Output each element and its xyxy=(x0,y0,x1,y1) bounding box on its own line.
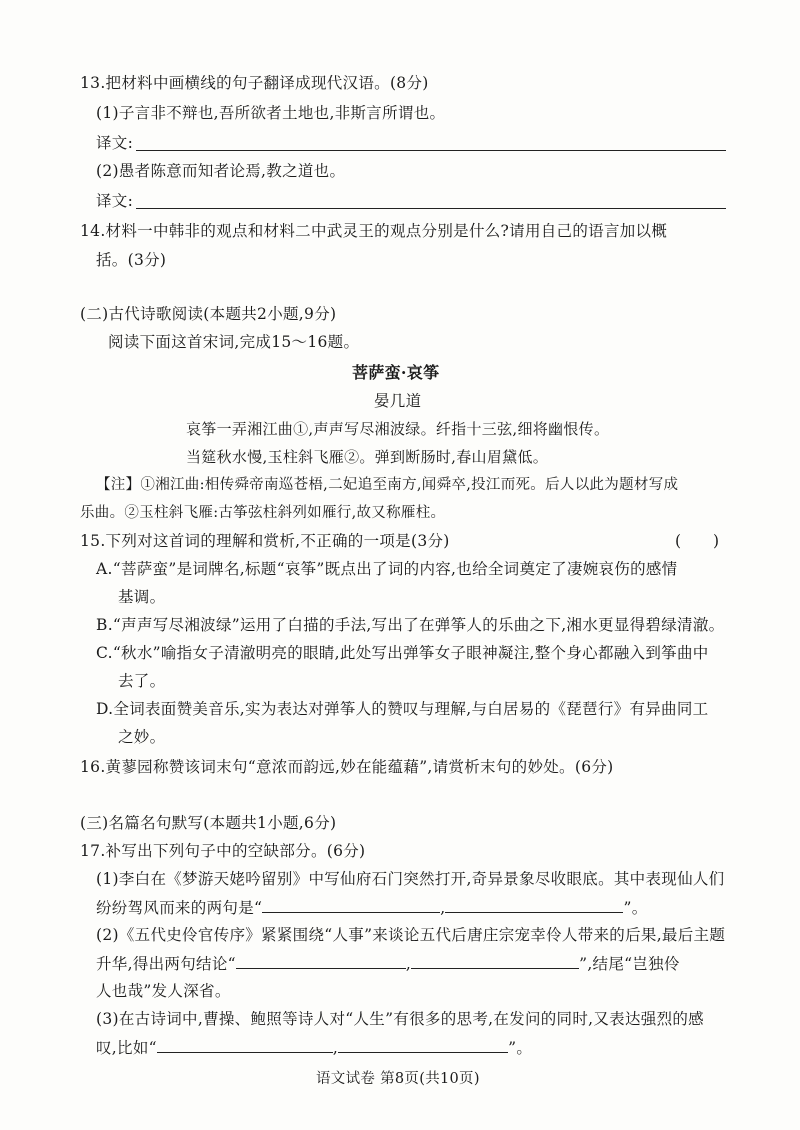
q17-part-2-suffix: ”,结尾“岂独伶 xyxy=(579,955,680,973)
q15-option-a-line-1: A.“菩萨蛮”是词牌名,标题“哀筝”既点出了词的内容,也给全词奠定了凄婉哀伤的感情 xyxy=(96,560,678,578)
q17-part-3-prefix: 叹,比如“ xyxy=(96,1039,157,1057)
q17-part-1-line-1: (1)李白在《梦游天姥吟留别》中写仙府石门突然打开,奇异景象尽收眼底。其中表现仙人们 xyxy=(96,870,725,888)
q17-part-2-line-1: (2)《五代史伶官传序》紧紧围绕“人事”来谈论五代后唐庄宗宠幸伶人带来的后果,最后主题 xyxy=(96,926,726,944)
q15-option-a-line-2: 基调。 xyxy=(118,588,166,606)
q17-part-2-line-3: 人也哉”发人深省。 xyxy=(96,982,231,1000)
poem-note-line-2: 乐曲。②玉柱斜飞雁:古筝弦柱斜列如雁行,故又称雁柱。 xyxy=(80,505,446,521)
q17-part-3-comma: , xyxy=(332,1039,339,1057)
q17-blank-5[interactable] xyxy=(157,1036,333,1053)
q17-part-1-comma: , xyxy=(440,899,446,917)
q15-option-d-line-1: D.全词表面赞美音乐,实为表达对弹筝人的赞叹与理解,与白居易的《琵琶行》有异曲同工 xyxy=(96,700,709,718)
q14-stem-line-1: 14.材料一中韩非的观点和材料二中武灵王的观点分别是什么?请用自己的语言加以概 xyxy=(80,222,668,240)
section-2-intro: 阅读下面这首宋词,完成15～16题。 xyxy=(108,333,360,351)
poem-author: 晏几道 xyxy=(374,392,422,410)
q17-part-2-prefix: 升华,得出两句结论“ xyxy=(96,955,236,973)
q15-stem: 15.下列对这首词的理解和赏析,不正确的一项是(3分) xyxy=(80,532,450,550)
q17-stem: 17.补写出下列句子中的空缺部分。(6分) xyxy=(80,842,366,860)
poem-title: 菩萨蛮·哀筝 xyxy=(352,363,440,382)
page-footer: 语文试卷 第8页(共10页) xyxy=(316,1071,480,1087)
q15-option-c-line-2: 去了。 xyxy=(118,672,166,690)
q17-blank-3[interactable] xyxy=(236,952,406,969)
q14-stem-line-2: 括。(3分) xyxy=(96,251,167,269)
poem-line-1: 哀筝一弄湘江曲①,声声写尽湘波绿。纤指十三弦,细将幽恨传。 xyxy=(186,420,610,438)
q17-blank-2[interactable] xyxy=(445,896,623,913)
q13-sentence-2: (2)愚者陈意而知者论焉,教之道也。 xyxy=(96,162,346,180)
q13-answer-line-1[interactable] xyxy=(136,150,726,151)
q15-option-c-line-1: C.“秋水”喻指女子清澈明亮的眼睛,此处写出弹筝女子眼神凝注,整个身心都融入到筝曲中 xyxy=(96,644,709,662)
poem-note-line-1: 【注】①湘江曲:相传舜帝南巡苍梧,二妃追至南方,闻舜卒,投江而死。后人以此为题材写成 xyxy=(96,477,679,493)
q13-answer-label-2: 译文: xyxy=(96,192,134,210)
q17-part-3-line-2 xyxy=(96,1036,532,1059)
q17-part-2-line-2 xyxy=(96,952,680,975)
q13-stem: 13.把材料中画横线的句子翻译成现代汉语。(8分) xyxy=(80,74,429,92)
q13-answer-line-2[interactable] xyxy=(136,208,726,209)
q17-part-3-line-1: (3)在古诗词中,曹操、鲍照等诗人对“人生”有很多的思考,在发问的同时,又表达强烈的感 xyxy=(96,1010,704,1028)
poem-line-2: 当筵秋水慢,玉柱斜飞雁②。弹到断肠时,春山眉黛低。 xyxy=(186,448,549,466)
q17-blank-4[interactable] xyxy=(411,952,579,969)
q17-blank-1[interactable] xyxy=(262,896,440,913)
q15-option-d-line-2: 之妙。 xyxy=(118,728,166,746)
section-3-heading: (三)名篇名句默写(本题共1小题,6分) xyxy=(80,814,337,832)
q13-answer-label-1: 译文: xyxy=(96,134,134,152)
q17-part-1-suffix: ”。 xyxy=(623,899,648,917)
q17-part-3-suffix: ”。 xyxy=(508,1039,533,1057)
q17-part-1-prefix: 纷纷驾风而来的两句是“ xyxy=(96,899,263,917)
q16-stem: 16.黄蓼园称赞该词末句“意浓而韵远,妙在能蕴藉”,请赏析末句的妙处。(6分) xyxy=(80,758,614,776)
q17-part-2-comma: , xyxy=(405,955,412,973)
q17-blank-6[interactable] xyxy=(338,1036,508,1053)
q17-part-1-line-2 xyxy=(96,896,648,919)
q15-option-b: B.“声声写尽湘波绿”运用了白描的手法,写出了在弹筝人的乐曲之下,湘水更显得碧绿清澈。 xyxy=(96,616,725,634)
q13-sentence-1: (1)子言非不辩也,吾所欲者土地也,非斯言所谓也。 xyxy=(96,104,446,122)
q15-answer-paren[interactable]: ( ) xyxy=(675,532,720,550)
section-2-heading: (二)古代诗歌阅读(本题共2小题,9分) xyxy=(80,305,337,323)
